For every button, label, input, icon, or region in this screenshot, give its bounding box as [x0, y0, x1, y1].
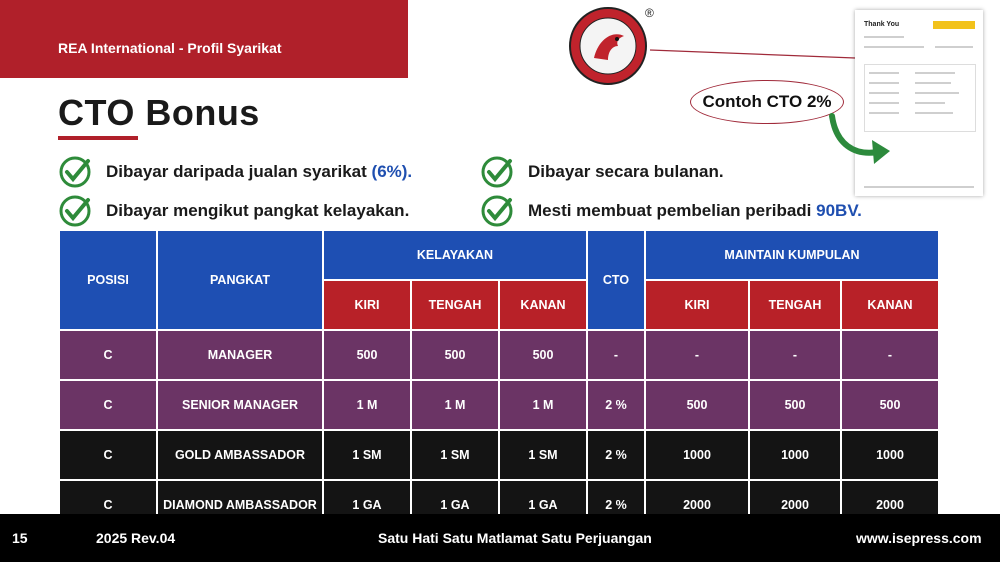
invoice-footer-line	[864, 186, 974, 188]
invoice-line	[915, 72, 955, 74]
invoice-line	[915, 92, 959, 94]
revision-label: 2025 Rev.04	[96, 530, 176, 546]
title-underline	[58, 136, 138, 140]
table-row	[60, 381, 938, 429]
invoice-line	[915, 102, 945, 104]
registered-mark-icon: ®	[645, 6, 654, 20]
check-circle-icon	[480, 194, 514, 228]
cell-mk-kanan: 2000	[842, 481, 938, 529]
header-pangkat: PANGKAT	[158, 231, 322, 329]
cell-mk-tengah: 500	[750, 381, 840, 429]
table-row	[60, 331, 938, 379]
cell-mk-kanan: -	[842, 331, 938, 379]
cell-kel-kanan: 500	[500, 331, 586, 379]
invoice-line	[869, 92, 899, 94]
cell-cto: 2 %	[588, 381, 644, 429]
invoice-title: Thank You	[864, 21, 900, 28]
footer-bar	[0, 514, 1000, 562]
cell-pangkat: MANAGER	[158, 331, 322, 379]
cell-posisi: C	[60, 431, 156, 479]
invoice-line	[915, 112, 953, 114]
cell-mk-tengah: 1000	[750, 431, 840, 479]
cell-mk-kanan: 1000	[842, 431, 938, 479]
header-kel-kiri: KIRI	[324, 281, 410, 329]
cell-kel-kiri: 1 M	[324, 381, 410, 429]
cell-cto: 2 %	[588, 481, 644, 529]
bullet-personal-purchase	[480, 194, 862, 228]
bullet-text: Dibayar secara bulanan.	[528, 162, 724, 181]
cell-posisi: C	[60, 331, 156, 379]
check-circle-icon	[58, 155, 92, 189]
cell-pangkat: DIAMOND AMBASSADOR	[158, 481, 322, 529]
bullet-monthly	[480, 155, 724, 189]
cell-mk-kiri: -	[646, 331, 748, 379]
invoice-line	[915, 82, 951, 84]
invoice-logo	[933, 21, 975, 29]
cell-mk-tengah: 2000	[750, 481, 840, 529]
table-row	[60, 431, 938, 479]
header-company-title: REA International - Profil Syarikat	[58, 40, 282, 56]
header-kelayakan: KELAYAKAN	[324, 231, 586, 279]
bullet-text: Dibayar mengikut pangkat kelayakan.	[106, 201, 410, 220]
header-mk-tengah: TENGAH	[750, 281, 840, 329]
cell-mk-tengah: -	[750, 331, 840, 379]
header-posisi: POSISI	[60, 231, 156, 329]
cell-kel-kiri: 1 SM	[324, 431, 410, 479]
invoice-line	[864, 36, 904, 38]
bullet-text: Mesti membuat pembelian peribadi	[528, 201, 812, 220]
bullet-highlight: (6%).	[371, 162, 413, 181]
cell-mk-kanan: 500	[842, 381, 938, 429]
cell-kel-tengah: 1 SM	[412, 431, 498, 479]
cell-cto: -	[588, 331, 644, 379]
cell-kel-kanan: 1 SM	[500, 431, 586, 479]
header-mk-kiri: KIRI	[646, 281, 748, 329]
check-circle-icon	[58, 194, 92, 228]
bullet-text: Dibayar daripada jualan syarikat	[106, 162, 367, 181]
invoice-line	[869, 72, 899, 74]
slogan: Satu Hati Satu Matlamat Satu Perjuangan	[378, 530, 652, 546]
cell-kel-tengah: 500	[412, 331, 498, 379]
bullet-highlight: 90BV.	[816, 201, 862, 220]
cell-posisi: C	[60, 481, 156, 529]
cell-kel-kiri: 1 GA	[324, 481, 410, 529]
cto-bonus-table	[58, 229, 940, 531]
page-title: CTO Bonus	[58, 92, 260, 133]
invoice-line	[869, 102, 899, 104]
cell-kel-tengah: 1 M	[412, 381, 498, 429]
cell-posisi: C	[60, 381, 156, 429]
cell-mk-kiri: 1000	[646, 431, 748, 479]
cell-mk-kiri: 500	[646, 381, 748, 429]
header-kel-tengah: TENGAH	[412, 281, 498, 329]
cell-kel-tengah: 1 GA	[412, 481, 498, 529]
header-kel-kanan: KANAN	[500, 281, 586, 329]
header-cto: CTO	[588, 231, 644, 329]
cell-cto: 2 %	[588, 431, 644, 479]
header-band	[0, 0, 408, 78]
header-mk-kanan: KANAN	[842, 281, 938, 329]
invoice-line	[864, 46, 924, 48]
curved-arrow-icon	[826, 110, 896, 170]
example-label: Contoh CTO 2%	[690, 80, 844, 124]
cell-mk-kiri: 2000	[646, 481, 748, 529]
cell-kel-kanan: 1 M	[500, 381, 586, 429]
cell-kel-kanan: 1 GA	[500, 481, 586, 529]
cell-pangkat: SENIOR MANAGER	[158, 381, 322, 429]
check-circle-icon	[480, 155, 514, 189]
invoice-line	[869, 82, 899, 84]
connector-line	[620, 40, 860, 80]
header-maintain-kumpulan: MAINTAIN KUMPULAN	[646, 231, 938, 279]
cell-kel-kiri: 500	[324, 331, 410, 379]
page-number: 15	[12, 530, 28, 546]
invoice-line	[935, 46, 973, 48]
bullet-sales-share	[58, 155, 412, 189]
website-link[interactable]: www.isepress.com	[856, 530, 982, 546]
cell-pangkat: GOLD AMBASSADOR	[158, 431, 322, 479]
bullet-rank-qualification	[58, 194, 409, 228]
